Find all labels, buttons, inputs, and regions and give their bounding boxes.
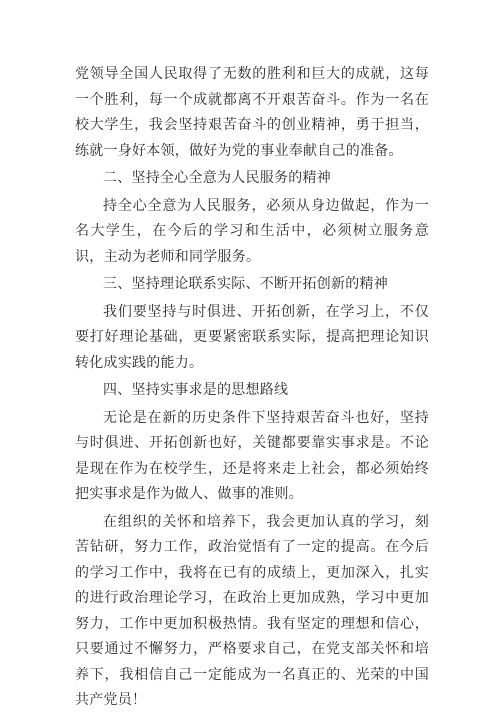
section-heading-serve-people: 二、坚持全心全意为人民服务的精神 (103, 170, 331, 186)
paragraph-party-achievements: 党领导全国人民取得了无数的胜利和巨大的成就，这每一个胜利，每一个成就都离不开艰苦奋斗。作为一名在校大学生，我会坚持艰苦奋斗的创业精神，勇于担当，练就一身好本领，做好为党的事业奉献自己的准备。 (75, 66, 429, 159)
paragraph-serve-people: 持全心全意为人民服务，必须从身边做起，作为一名大学生，在今后的学习和生活中，必须树立服务意识，主动为老师和同学服务。 (75, 197, 429, 265)
document-body (75, 62, 429, 714)
section-heading-seek-truth: 四、坚持实事求是的思想路线 (103, 382, 289, 398)
paragraph-conclusion: 在组织的关怀和培养下，我会更加认真的学习，刻苦钻研，努力工作，政治觉悟有了一定的提高。在今后的学习工作中，我将在已有的成绩上，更加深入，扎实的进行政治理论学习，在政治上更加成熟，学习中更加努力，工作中更加积极热情。我有坚定的理想和信心，只要通过不懈努力，严格要求自己，在党支部关怀和培养下，我相信自己一定能成为一名真正的、光荣的中国共产党员！ (75, 513, 429, 708)
paragraph-seek-truth: 无论是在新的历史条件下坚持艰苦奋斗也好，坚持与时俱进、开拓创新也好，关键都要靠实事求是。不论是现在作为在校学生，还是将来走上社会，都必须始终把实事求是作为做人、做事的准则。 (75, 409, 429, 502)
paragraph-theory-practice: 我们要坚持与时俱进、开拓创新，在学习上，不仅要打好理论基础，更要紧密联系实际，提高把理论知识转化成实践的能力。 (75, 303, 429, 371)
section-heading-theory-practice: 三、坚持理论联系实际、不断开拓创新的精神 (103, 276, 388, 292)
